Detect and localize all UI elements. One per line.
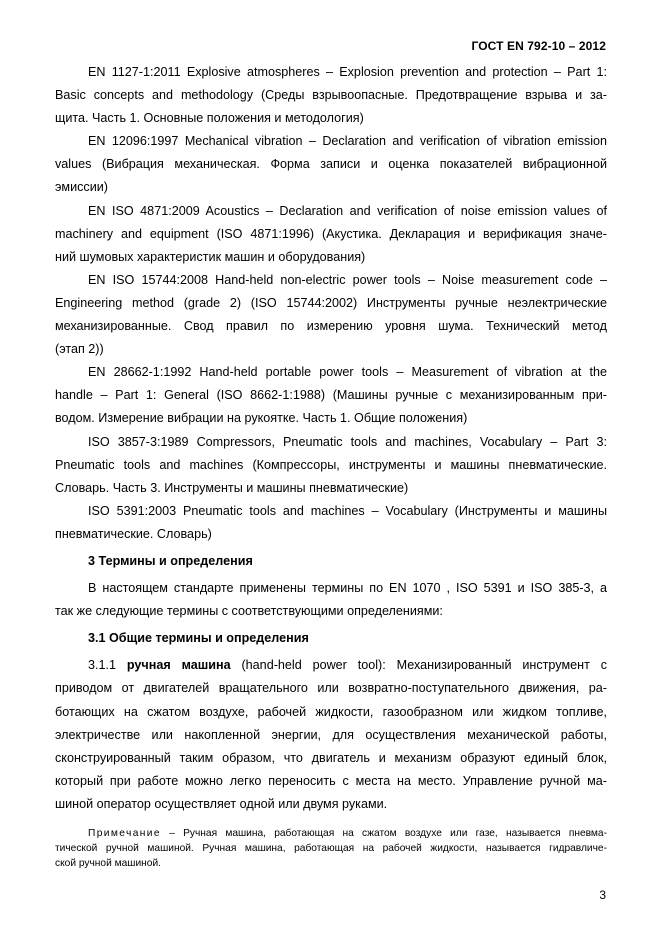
text-line: который при работе можно легко переносить с места на место. Управление ручной ма-: [55, 773, 607, 788]
text-line: водом. Измерение вибрации на рукоятке. Часть 1. Общие положения): [55, 411, 468, 426]
text-line: пневматические. Словарь): [55, 526, 212, 541]
text-line: Словарь. Часть 3. Инструменты и машины пневматические): [55, 480, 409, 495]
text-line: ISO 5391:2003 Pneumatic tools and machines – Vocabulary (Инструменты и машины: [88, 503, 607, 518]
note-line: тической ручной машиной. Ручная машина, работающая на рабочей жидкости, называется гидравличе-: [55, 843, 607, 854]
reference-item: [55, 500, 607, 546]
text-line: В настоящем стандарте применены термины по EN 1070 , ISO 5391 и ISO 385-3, а: [88, 581, 607, 596]
text-line: EN 12096:1997 Mechanical vibration – Declaration and verification of vibration emission: [88, 134, 607, 149]
reference-item: [55, 130, 607, 199]
reference-item: [55, 200, 607, 269]
text-line: EN 1127-1:2011 Explosive atmospheres – Explosion prevention and protection – Part 1:: [88, 65, 607, 79]
text-line: Engineering method (grade 2) (ISO 15744:2002) Инструменты ручные неэлектрические: [55, 295, 607, 310]
text-line: ISO 3857-3:1989 Compressors, Pneumatic tools and machines, Vocabulary – Part 3:: [88, 434, 607, 449]
note-line: [55, 826, 607, 841]
note-line: ской ручной машиной.: [55, 858, 161, 869]
section-heading-general-terms: 3.1 Общие термины и определения: [88, 631, 309, 646]
page-body: [55, 61, 607, 816]
text-line: эмиссии): [55, 180, 108, 195]
text-line: Pneumatic tools and machines (Компрессоры, инструменты и машины пневматические.: [55, 457, 607, 472]
reference-item: [55, 61, 607, 130]
text-line: EN 28662-1:1992 Hand-held portable power tools – Measurement of vibration at the: [88, 365, 607, 380]
text-line: Basic concepts and methodology (Среды взрывоопасные. Предотвращение взрыва и за-: [55, 88, 607, 103]
section-heading-terms: 3 Термины и определения: [88, 553, 253, 568]
text-line: шиной оператор осуществляет одной или двумя руками.: [55, 796, 388, 811]
page-number: 3: [599, 888, 606, 902]
document-header: ГОСТ EN 792-10 – 2012: [471, 39, 606, 53]
term-definition: [55, 654, 607, 816]
reference-item: [55, 431, 607, 500]
term-line-rest: (hand-held power tool): Механизированный инструмент с: [241, 658, 608, 673]
note: [55, 826, 607, 871]
reference-item: [55, 361, 607, 430]
text-line: (этап 2)): [55, 342, 104, 357]
term-name: ручная машина: [126, 658, 231, 673]
text-line: ботающих на сжатом воздухе, рабочей жидкости, газообразном или жидком топливе,: [55, 704, 607, 719]
term-number: 3.1.1: [88, 658, 117, 673]
reference-item: [55, 269, 607, 361]
text-line: values (Вибрация механическая. Форма записи и оценка показателей вибрационной: [55, 157, 607, 172]
text-line: ний шумовых характеристик машин и оборудования): [55, 249, 366, 264]
text-line: сконструированный таким образом, что двигатель и механизм образуют единый блок,: [55, 750, 607, 765]
text-line: щита. Часть 1. Основные положения и методология): [55, 111, 364, 126]
text-line: machinery and equipment (ISO 4871:1996) (Акустика. Декларация и верификация значе-: [55, 226, 607, 241]
note-label: Примечание: [88, 828, 161, 839]
text-line: EN ISO 15744:2008 Hand-held non-electric power tools – Noise measurement code –: [88, 272, 607, 287]
text-line: приводом от двигателей вращательного или возвратно-поступательного движения, ра-: [55, 681, 607, 696]
text-line: так же следующие термины с соответствующими определениями:: [55, 604, 443, 619]
note-line-rest: – Ручная машина, работающая на сжатом воздухе или газе, называется пневма-: [160, 828, 607, 839]
text-line: handle – Part 1: General (ISO 8662-1:1988) (Машины ручные с механизированным при-: [55, 388, 607, 403]
text-line: [55, 654, 607, 677]
section-intro: [55, 577, 607, 623]
normative-references: [55, 61, 607, 546]
text-line: механизированные. Свод правил по измерению уровня шума. Технический метод: [55, 319, 607, 334]
text-line: EN ISO 4871:2009 Acoustics – Declaration and verification of noise emission values of: [88, 203, 607, 218]
text-line: электричестве или накопленной энергии, для осуществления механической работы,: [55, 727, 607, 742]
